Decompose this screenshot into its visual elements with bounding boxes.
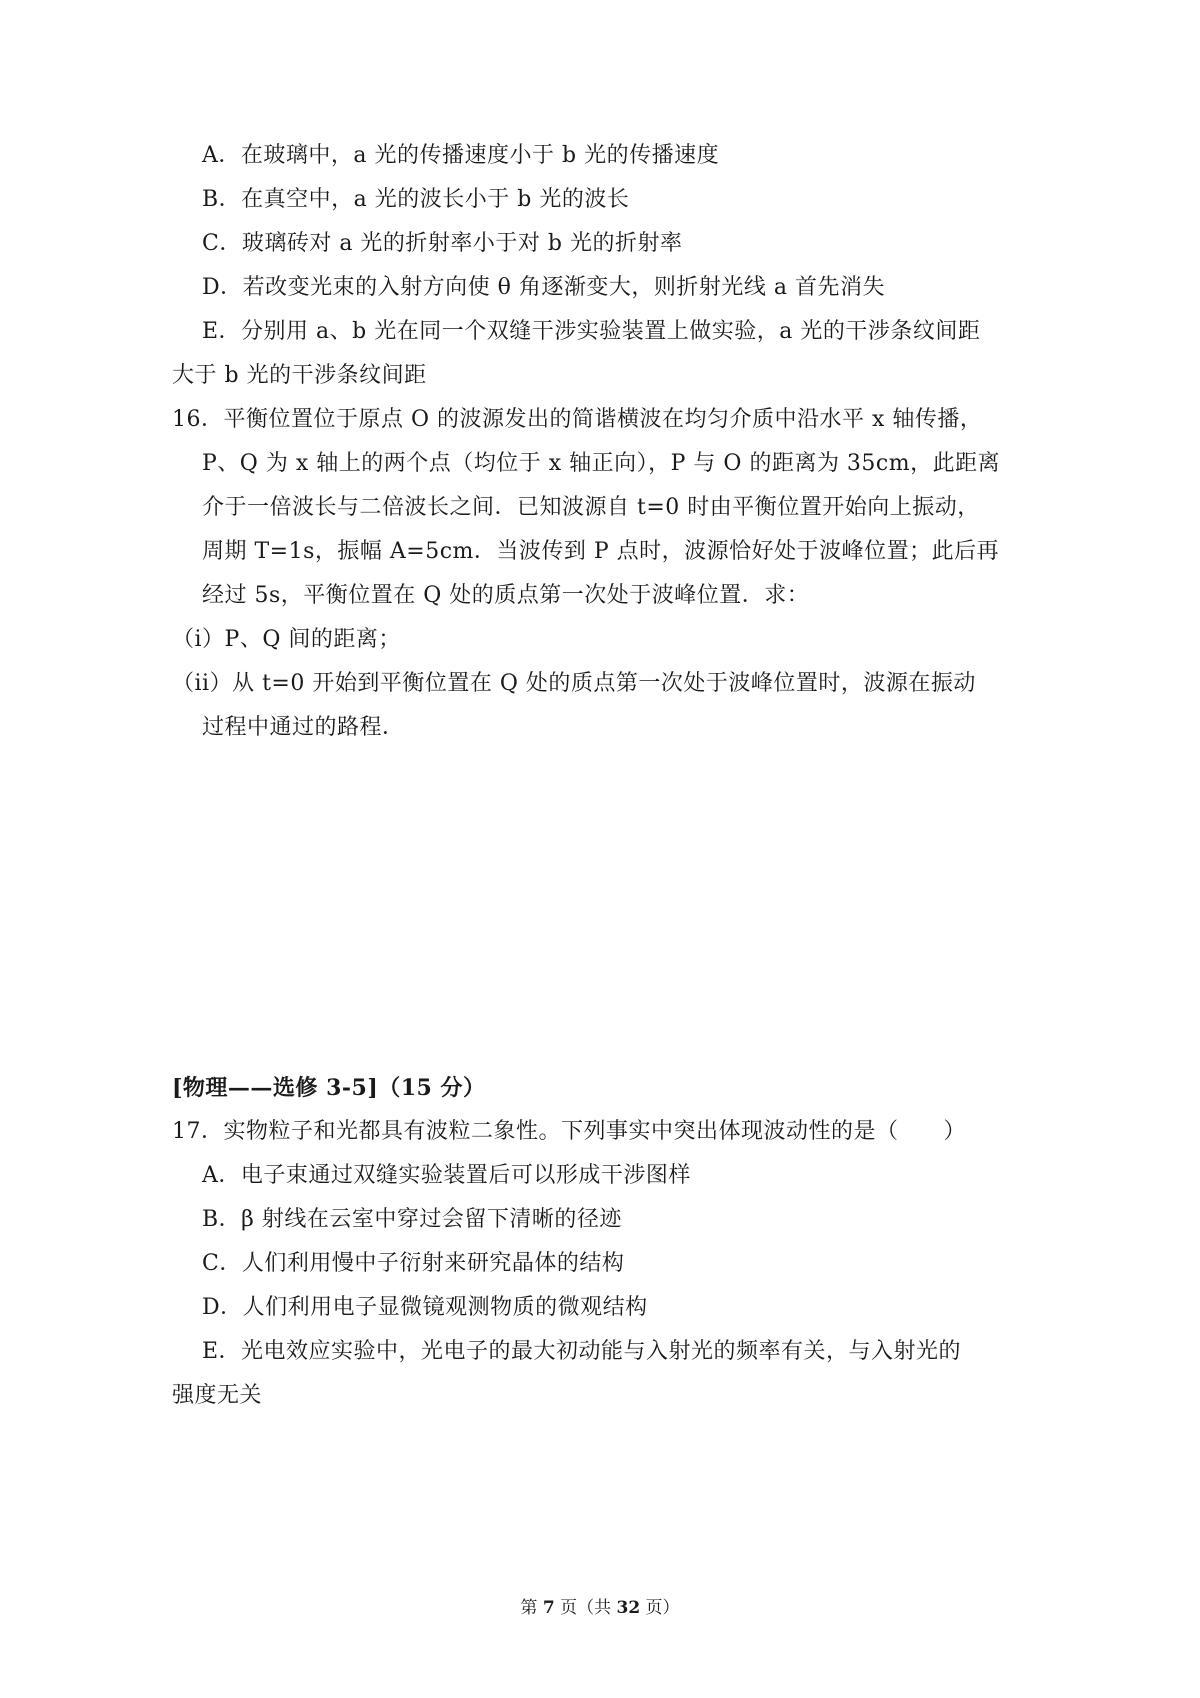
q15-option-a: A．在玻璃中，a 光的传播速度小于 b 光的传播速度	[202, 143, 720, 168]
q15-option-b: B．在真空中，a 光的波长小于 b 光的波长	[202, 187, 630, 212]
q15-option-d: D．若改变光束的入射方向使 θ 角逐渐变大，则折射光线 a 首先消失	[202, 275, 885, 300]
q15-option-c: C．玻璃砖对 a 光的折射率小于对 b 光的折射率	[202, 231, 683, 256]
q17-option-a: A．电子束通过双缝实验装置后可以形成干涉图样	[202, 1163, 691, 1188]
footer-page-number: 7	[542, 1598, 555, 1618]
q15-option-e-line2: 大于 b 光的干涉条纹间距	[172, 363, 427, 388]
q17-option-e-line1: E．光电效应实验中，光电子的最大初动能与入射光的频率有关，与入射光的	[202, 1339, 962, 1364]
q15-option-e-line1: E．分别用 a、b 光在同一个双缝干涉实验装置上做实验，a 光的干涉条纹间距	[202, 319, 981, 344]
footer-middle: 页（共	[554, 1598, 617, 1618]
q16-stem-line1: 16．平衡位置位于原点 O 的波源发出的简谐横波在均匀介质中沿水平 x 轴传播，	[172, 407, 983, 432]
footer-total-pages: 32	[616, 1598, 641, 1618]
q17-option-e-line2: 强度无关	[172, 1383, 263, 1408]
q17-option-c: C．人们利用慢中子衍射来研究晶体的结构	[202, 1251, 625, 1276]
q16-sub-question-2-line2: 过程中通过的路程．	[202, 715, 405, 740]
q16-stem-line4: 周期 T=1s，振幅 A=5cm．当波传到 P 点时，波源恰好处于波峰位置；此后再	[202, 539, 1000, 564]
q16-sub-question-1: （i）P、Q 间的距离；	[172, 627, 401, 652]
footer-prefix: 第	[520, 1598, 543, 1618]
q17-option-d: D．人们利用电子显微镜观测物质的微观结构	[202, 1295, 648, 1320]
q16-stem-line5: 经过 5s，平衡位置在 Q 处的质点第一次处于波峰位置．求：	[202, 583, 810, 608]
q16-sub-question-2-line1: （ii）从 t=0 开始到平衡位置在 Q 处的质点第一次处于波峰位置时，波源在振动	[172, 671, 976, 696]
page-footer	[0, 1596, 1200, 1620]
section-heading: [物理——选修 3-5]（15 分）	[172, 1075, 486, 1101]
q17-option-b: B．β 射线在云室中穿过会留下清晰的径迹	[202, 1207, 622, 1232]
footer-suffix: 页）	[640, 1598, 680, 1618]
q16-stem-line2: P、Q 为 x 轴上的两个点（均位于 x 轴正向），P 与 O 的距离为 35cm，此距离	[202, 451, 1001, 476]
q16-stem-line3: 介于一倍波长与二倍波长之间．已知波源自 t=0 时由平衡位置开始向上振动，	[202, 495, 980, 520]
q17-stem: 17．实物粒子和光都具有波粒二象性。下列事实中突出体现波动性的是（ ）	[172, 1119, 966, 1144]
